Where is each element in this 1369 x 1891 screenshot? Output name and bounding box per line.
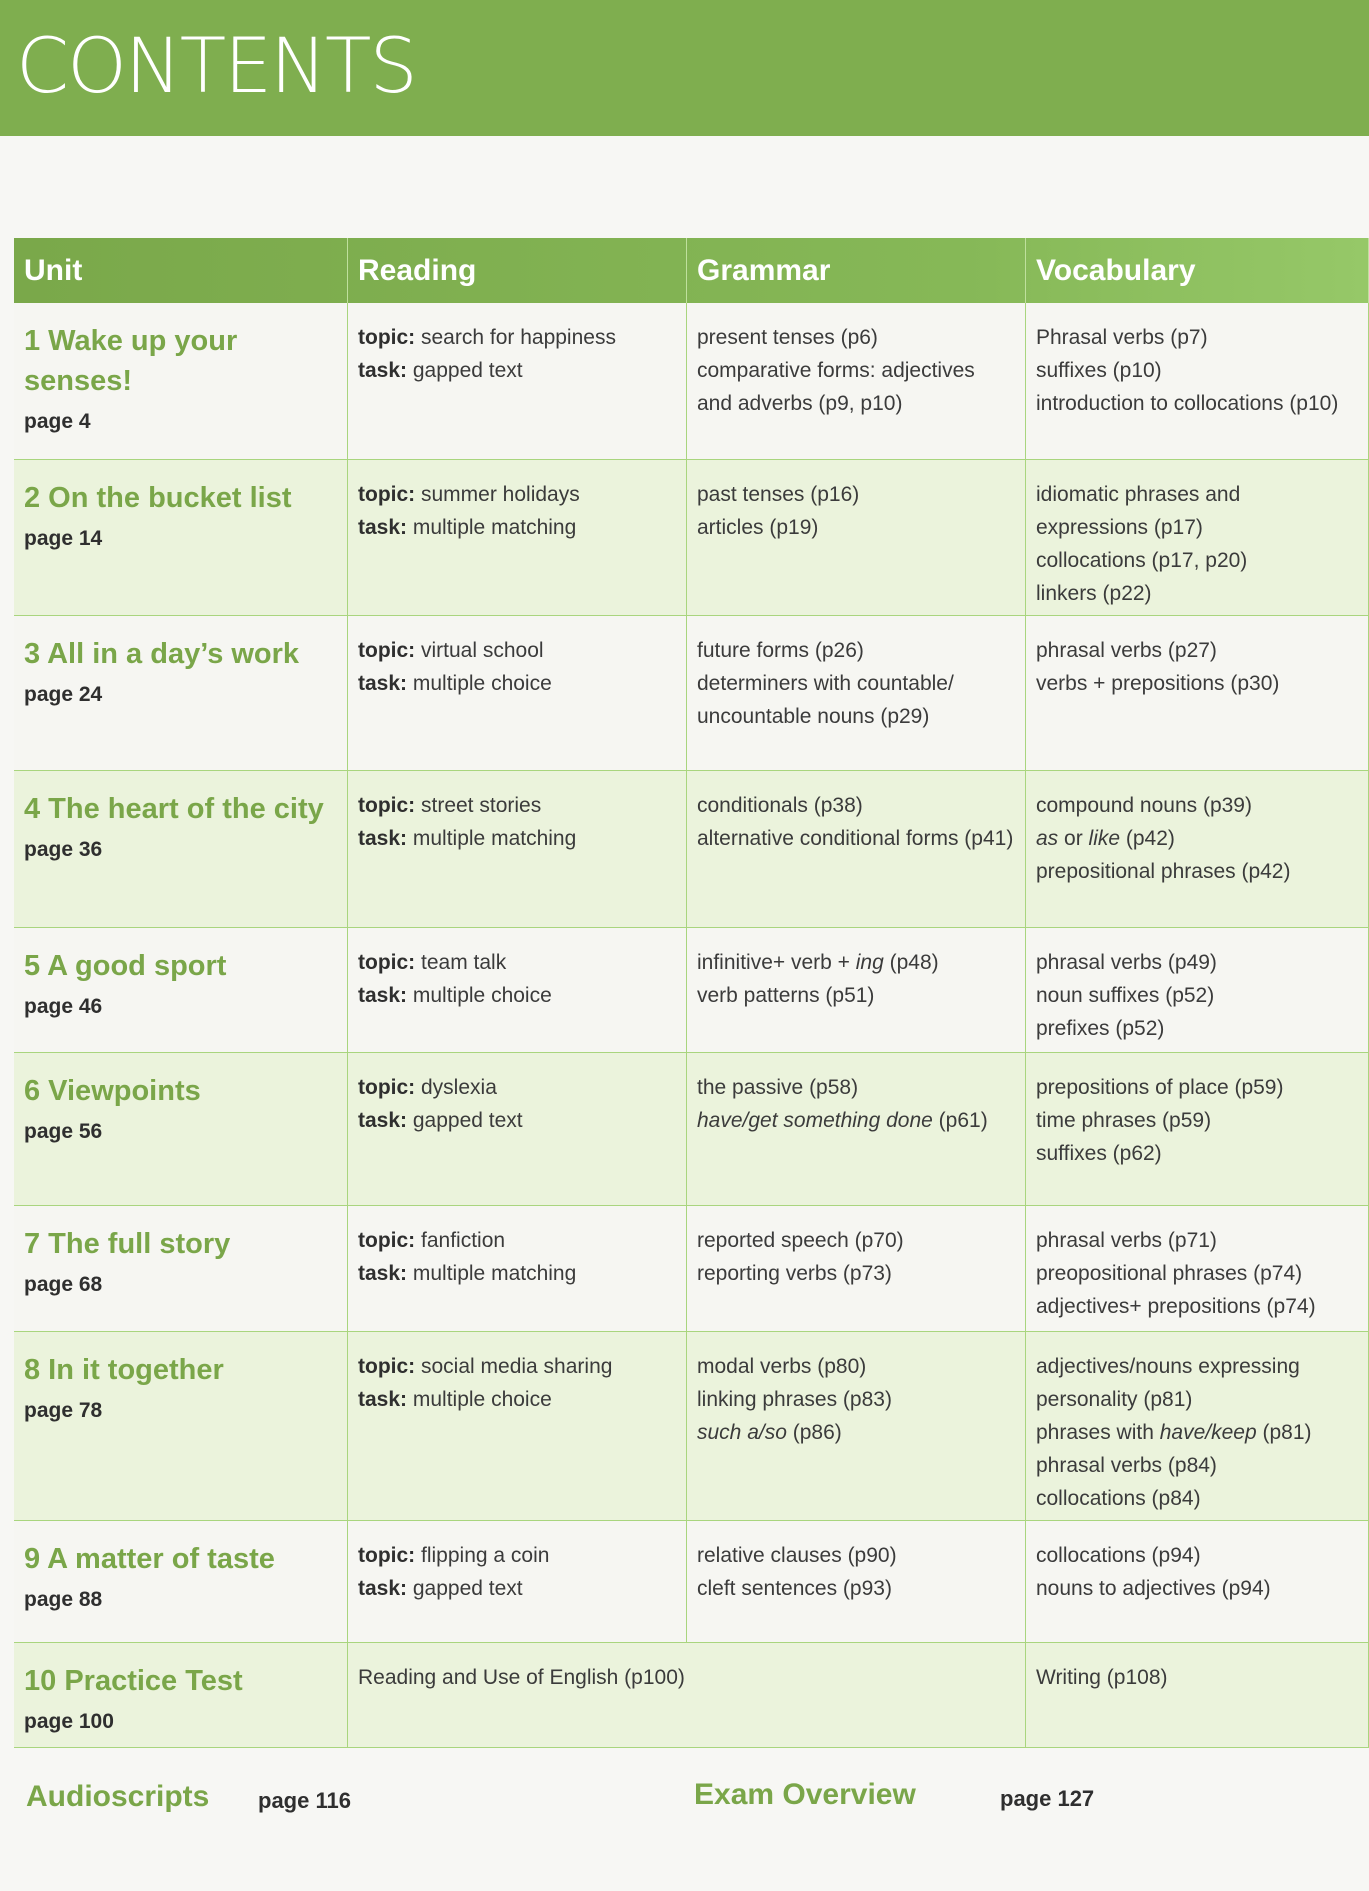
- grammar-text: (p61): [932, 1109, 988, 1132]
- grammar-item: future forms (p26): [697, 639, 864, 662]
- vocabulary-cell: [1026, 1643, 1369, 1747]
- grammar-italic: such a/so: [697, 1421, 787, 1444]
- topic-label: topic:: [358, 1355, 416, 1378]
- grammar-item: [697, 1416, 1015, 1449]
- topic-label: topic:: [358, 794, 416, 817]
- vocabulary-item: linkers (p22): [1036, 582, 1152, 605]
- unit-title[interactable]: 6 Viewpoints: [24, 1075, 201, 1107]
- reading-task: multiple choice: [412, 984, 552, 1007]
- reading-topic: flipping a coin: [421, 1544, 550, 1567]
- vocabulary-item: phrasal verbs (p49): [1036, 951, 1217, 974]
- audioscripts-link[interactable]: Audioscripts: [26, 1780, 210, 1813]
- column-header-unit: Unit: [14, 238, 348, 303]
- task-label: task:: [358, 984, 408, 1007]
- vocabulary-item: introduction to collocations (p10): [1036, 392, 1339, 415]
- unit-page: page 36: [24, 838, 103, 861]
- writing-item: Writing (p108): [1036, 1666, 1168, 1689]
- vocabulary-item: suffixes (p62): [1036, 1142, 1162, 1165]
- table-row: [14, 1053, 1369, 1206]
- unit-title[interactable]: 3 All in a day’s work: [24, 638, 300, 670]
- vocabulary-item: prepositional phrases (p42): [1036, 860, 1291, 883]
- table-row: [14, 1643, 1369, 1748]
- grammar-item: alternative conditional forms (p41): [697, 827, 1014, 850]
- footer: [0, 1780, 1369, 1840]
- vocabulary-cell: [1026, 616, 1369, 770]
- vocabulary-item: nouns to adjectives (p94): [1036, 1577, 1271, 1600]
- unit-page: page 78: [24, 1399, 103, 1422]
- unit-cell: [14, 1521, 348, 1642]
- table-row: [14, 1332, 1369, 1521]
- vocabulary-item: [1036, 1416, 1358, 1449]
- vocabulary-item: Phrasal verbs (p7): [1036, 326, 1208, 349]
- grammar-item: comparative forms: adjectives and adverbs (p9, p10): [697, 359, 975, 415]
- topic-label: topic:: [358, 1076, 416, 1099]
- grammar-item: conditionals (p38): [697, 794, 863, 817]
- reading-topic: dyslexia: [421, 1076, 497, 1099]
- vocabulary-cell: [1026, 1053, 1369, 1205]
- vocabulary-cell: [1026, 771, 1369, 927]
- unit-cell: [14, 1206, 348, 1331]
- reading-task: gapped text: [412, 1577, 523, 1600]
- vocab-italic: like: [1088, 827, 1121, 850]
- vocabulary-item: verbs + prepositions (p30): [1036, 672, 1280, 695]
- grammar-item: linking phrases (p83): [697, 1388, 892, 1411]
- grammar-italic: have/get something done: [697, 1109, 933, 1132]
- unit-title[interactable]: 1 Wake up your senses!: [24, 325, 238, 397]
- vocab-italic: as: [1036, 827, 1059, 850]
- grammar-item: articles (p19): [697, 516, 819, 539]
- task-label: task:: [358, 827, 408, 850]
- grammar-text: (p86): [786, 1421, 842, 1444]
- reading-cell: [348, 1521, 687, 1642]
- grammar-item: reporting verbs (p73): [697, 1262, 892, 1285]
- grammar-cell: [687, 771, 1026, 927]
- task-label: task:: [358, 1388, 408, 1411]
- table-row: [14, 928, 1369, 1053]
- unit-page: page 4: [24, 410, 91, 433]
- vocabulary-cell: [1026, 1332, 1369, 1523]
- unit-title[interactable]: 8 In it together: [24, 1354, 224, 1386]
- audioscripts-page: page 116: [258, 1788, 351, 1813]
- vocab-text: (p81): [1256, 1421, 1312, 1444]
- unit-cell: [14, 303, 348, 459]
- task-label: task:: [358, 1109, 408, 1132]
- grammar-cell: [687, 303, 1026, 459]
- grammar-cell: [687, 1053, 1026, 1205]
- column-header-vocabulary: Vocabulary: [1026, 238, 1369, 303]
- vocabulary-cell: [1026, 1206, 1369, 1331]
- task-label: task:: [358, 359, 408, 382]
- topic-label: topic:: [358, 639, 416, 662]
- task-label: task:: [358, 1262, 408, 1285]
- vocabulary-item: suffixes (p10): [1036, 359, 1162, 382]
- vocabulary-item: idiomatic phrases and expressions (p17): [1036, 483, 1241, 539]
- unit-cell: [14, 460, 348, 618]
- reading-topic: street stories: [421, 794, 542, 817]
- reading-task: gapped text: [412, 1109, 523, 1132]
- reading-task: gapped text: [412, 359, 523, 382]
- reading-cell: [348, 1053, 687, 1205]
- vocabulary-item: phrasal verbs (p71): [1036, 1229, 1217, 1252]
- table-header: [14, 238, 1369, 303]
- grammar-item: determiners with countable/ uncountable nouns (p29): [697, 672, 954, 728]
- vocabulary-item: adjectives/nouns expressing personality (p81): [1036, 1355, 1300, 1411]
- topic-label: topic:: [358, 326, 416, 349]
- reading-task: multiple matching: [412, 1262, 577, 1285]
- grammar-item: [697, 1104, 1015, 1137]
- vocabulary-item: compound nouns (p39): [1036, 794, 1252, 817]
- reading-cell: [348, 460, 687, 618]
- vocabulary-item: collocations (p94): [1036, 1544, 1201, 1567]
- reading-cell: [348, 928, 687, 1053]
- grammar-cell: [687, 1332, 1026, 1523]
- vocabulary-cell: [1026, 1521, 1369, 1642]
- unit-page: page 100: [24, 1710, 114, 1733]
- reading-task: multiple choice: [412, 672, 552, 695]
- grammar-item: [697, 946, 1015, 979]
- unit-title[interactable]: 2 On the bucket list: [24, 482, 292, 514]
- reading-task: multiple matching: [412, 827, 577, 850]
- grammar-item: verb patterns (p51): [697, 984, 875, 1007]
- unit-title[interactable]: 9 A matter of taste: [24, 1543, 275, 1575]
- grammar-italic: ing: [855, 951, 884, 974]
- reading-cell: [348, 616, 687, 770]
- grammar-cell: [687, 460, 1026, 618]
- topic-label: topic:: [358, 1544, 416, 1567]
- grammar-item: past tenses (p16): [697, 483, 860, 506]
- unit-cell: [14, 1643, 348, 1747]
- unit-cell: [14, 616, 348, 770]
- reading-cell: [348, 1332, 687, 1523]
- topic-label: topic:: [358, 1229, 416, 1252]
- unit-page: page 88: [24, 1588, 103, 1611]
- unit-cell: [14, 1053, 348, 1205]
- vocab-text: or: [1058, 827, 1089, 850]
- page-title: CONTENTS: [16, 21, 416, 110]
- reading-cell: [348, 1206, 687, 1331]
- vocabulary-cell: [1026, 460, 1369, 618]
- topic-label: topic:: [358, 483, 416, 506]
- reading-topic: team talk: [421, 951, 507, 974]
- unit-title[interactable]: 5 A good sport: [24, 950, 227, 982]
- reading-topic: virtual school: [421, 639, 544, 662]
- table-row: [14, 303, 1369, 460]
- task-label: task:: [358, 1577, 408, 1600]
- unit-page: page 56: [24, 1120, 103, 1143]
- reading-topic: fanfiction: [421, 1229, 506, 1252]
- reading-topic: search for happiness: [421, 326, 616, 349]
- vocabulary-item: adjectives+ prepositions (p74): [1036, 1295, 1316, 1318]
- grammar-cell: [687, 928, 1026, 1053]
- exam-overview-page: page 127: [1000, 1786, 1095, 1811]
- unit-title[interactable]: 7 The full story: [24, 1228, 231, 1260]
- reading-use-cell: [348, 1643, 1026, 1747]
- vocabulary-item: noun suffixes (p52): [1036, 984, 1215, 1007]
- unit-page: page 68: [24, 1273, 103, 1296]
- grammar-item: modal verbs (p80): [697, 1355, 867, 1378]
- table-row: [14, 1521, 1369, 1643]
- vocabulary-item: collocations (p84): [1036, 1487, 1201, 1510]
- vocabulary-item: phrasal verbs (p27): [1036, 639, 1217, 662]
- grammar-cell: [687, 1521, 1026, 1642]
- reading-task: multiple matching: [412, 516, 577, 539]
- vocabulary-item: time phrases (p59): [1036, 1109, 1212, 1132]
- vocabulary-item: [1036, 822, 1358, 855]
- task-label: task:: [358, 672, 408, 695]
- task-label: task:: [358, 516, 408, 539]
- reading-use-item: Reading and Use of English (p100): [358, 1666, 685, 1689]
- contents-table: [14, 238, 1369, 1748]
- unit-title[interactable]: 4 The heart of the city: [24, 793, 324, 825]
- reading-cell: [348, 771, 687, 927]
- unit-page: page 24: [24, 683, 103, 706]
- vocab-italic: have/keep: [1159, 1421, 1257, 1444]
- grammar-item: reported speech (p70): [697, 1229, 904, 1252]
- vocabulary-item: prefixes (p52): [1036, 1017, 1165, 1040]
- unit-cell: [14, 1332, 348, 1523]
- exam-overview-link[interactable]: Exam Overview: [694, 1778, 916, 1811]
- table-row: [14, 771, 1369, 928]
- unit-page: page 46: [24, 995, 103, 1018]
- grammar-item: cleft sentences (p93): [697, 1577, 892, 1600]
- table-row: [14, 1206, 1369, 1332]
- vocabulary-item: preopositional phrases (p74): [1036, 1262, 1303, 1285]
- grammar-item: relative clauses (p90): [697, 1544, 897, 1567]
- reading-task: multiple choice: [412, 1388, 552, 1411]
- grammar-item: present tenses (p6): [697, 326, 878, 349]
- vocabulary-cell: [1026, 303, 1369, 459]
- topic-label: topic:: [358, 951, 416, 974]
- grammar-item: the passive (p58): [697, 1076, 859, 1099]
- unit-cell: [14, 771, 348, 927]
- table-row: [14, 460, 1369, 616]
- vocabulary-item: collocations (p17, p20): [1036, 549, 1248, 572]
- vocab-text: (p42): [1120, 827, 1175, 850]
- unit-page: page 14: [24, 527, 103, 550]
- grammar-cell: [687, 616, 1026, 770]
- unit-cell: [14, 928, 348, 1053]
- header-banner: [0, 0, 1369, 136]
- reading-topic: social media sharing: [421, 1355, 613, 1378]
- column-header-grammar: Grammar: [687, 238, 1026, 303]
- vocab-text: phrases with: [1036, 1421, 1160, 1444]
- grammar-cell: [687, 1206, 1026, 1331]
- grammar-text: (p48): [883, 951, 939, 974]
- column-header-reading: Reading: [348, 238, 687, 303]
- reading-topic: summer holidays: [421, 483, 580, 506]
- vocabulary-item: phrasal verbs (p84): [1036, 1454, 1217, 1477]
- grammar-text: infinitive+ verb +: [697, 951, 856, 974]
- vocabulary-cell: [1026, 928, 1369, 1053]
- table-row: [14, 616, 1369, 771]
- unit-title[interactable]: 10 Practice Test: [24, 1665, 243, 1697]
- reading-cell: [348, 303, 687, 459]
- vocabulary-item: prepositions of place (p59): [1036, 1076, 1284, 1099]
